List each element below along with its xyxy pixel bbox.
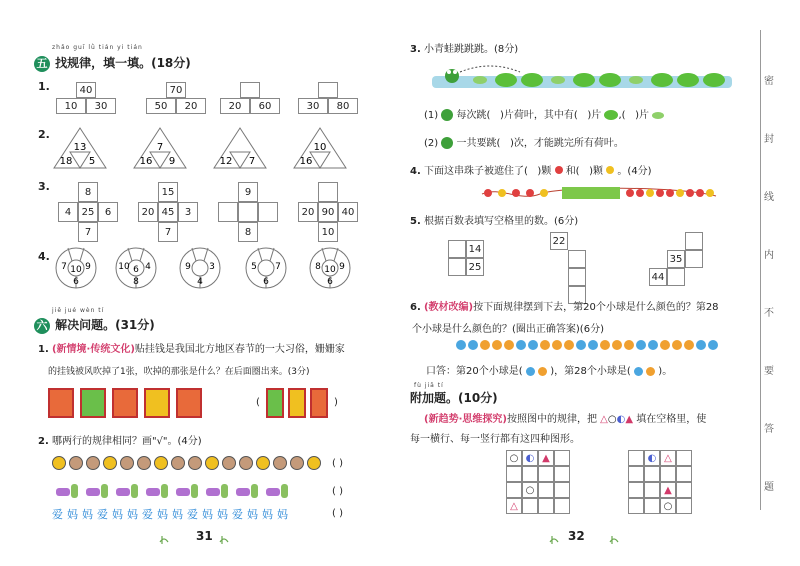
q4-l-number: 9 [185,262,191,272]
q3-bottom-cell: 8 [238,222,258,242]
p5-cell[interactable] [685,250,703,268]
cat-face-icon [205,456,219,470]
dog-face-icon [120,456,134,470]
p4-and: 和( [565,166,580,177]
p2-char: 妈 [172,508,183,521]
p2-char: 妈 [67,508,78,521]
bonus-line2: 每一横行、每一竖行都有这四种图形。 [410,434,580,445]
p3-l1-d: )片 [587,110,602,121]
p2-blank-2[interactable]: ( ) [332,486,343,497]
p5-cell[interactable] [448,258,466,276]
blue-ball-icon[interactable] [526,367,535,376]
bonus-grid-cell[interactable] [644,498,660,514]
bonus-grid-cell: ◐ [644,450,660,466]
p5-cell[interactable] [667,268,685,286]
p2-text [38,432,202,447]
dog-face-icon [137,456,151,470]
orange-ball [540,340,550,350]
section6-badge: 六 [34,318,50,334]
bonus-grid-cell: ○ [660,498,676,514]
p2-number: 2. [38,436,49,447]
small-leaf-icon [652,112,664,119]
orange-ball [480,340,490,350]
binding-margin-char: 答 [764,420,774,435]
bonus-grid-cell: ○ [522,482,538,498]
q4-b-number: 6 [327,277,333,287]
cat-face-icon [52,456,66,470]
bonus-grid-cell[interactable] [554,498,570,514]
cat-face-icon [154,456,168,470]
p5-cell: 44 [649,268,667,286]
bonus-title: 附加题。(10分) [410,391,498,405]
p3-l1-e: ,( [618,110,626,121]
p6-ans-a: 口答：第20个小球是( [426,366,523,377]
binding-margin-char: 题 [764,478,774,493]
p5-text [410,212,578,227]
p3-l1-c: )片荷叶，其中有( [500,110,578,121]
circle-icon: ○ [607,414,617,425]
small-leaf [551,76,565,84]
bonus-grid-cell[interactable] [554,466,570,482]
paper-cut-image [176,388,202,418]
q3-top-cell: 15 [158,182,178,202]
p4-text [410,162,652,177]
q3-center-cell: 25 [78,202,98,222]
blue-ball [516,340,526,350]
orange-ball-icon[interactable] [538,367,547,376]
p6-line1: 按下面规律摆到下去，第20个小球是什么颜色的？第28 [473,302,719,313]
q3-number: 3. [38,180,50,193]
bead [696,189,704,197]
p4-number: 4. [410,166,421,177]
dog-face-icon [171,456,185,470]
blue-ball [456,340,466,350]
q2-right-number: 9 [168,156,176,167]
p2-blank-3[interactable]: ( ) [332,508,343,519]
q1-number: 1. [38,80,50,93]
p3-number: 3. [410,44,421,55]
dog-face-icon [290,456,304,470]
orange-ball [600,340,610,350]
bead [636,189,644,197]
bonus-line1 [424,410,764,425]
q1-left-cell: 10 [56,98,86,114]
p1-number: 1. [38,344,49,355]
bead [666,189,674,197]
p2-char: 爱 [187,508,198,521]
q2-left-number: 16 [139,156,153,167]
q1-top-cell: 70 [166,82,186,98]
bonus-grid-cell[interactable] [522,498,538,514]
orange-ball [564,340,574,350]
p3-l2-b: 一共要跳( [456,138,501,149]
cylinder-lying-icon [116,488,130,496]
q4-b-number: 4 [197,277,203,287]
q3-bottom-cell: 7 [78,222,98,242]
q3-center-cell: 90 [318,202,338,222]
paper-cut-image [112,388,138,418]
p2-char: 妈 [277,508,288,521]
cat-face-icon [103,456,117,470]
q3-left-cell: 20 [138,202,158,222]
p2-char: 妈 [157,508,168,521]
bead [540,189,548,197]
bead [706,189,714,197]
large-leaf-icon [604,110,618,120]
bonus-grid-cell[interactable] [554,482,570,498]
section6-title: 解决问题。(31分) [55,318,155,332]
q3-bottom-cell: 10 [318,222,338,242]
cylinder-standing-icon [161,484,168,498]
p3-l1-b: 每次跳( [456,110,491,121]
blue-ball [636,340,646,350]
cylinder-lying-icon [56,488,70,496]
bead [646,189,654,197]
p2-char: 妈 [202,508,213,521]
orange-ball [552,340,562,350]
bonus-line1b: 填在空格里，使 [636,414,707,425]
cylinder-standing-icon [221,484,228,498]
q4-l-number: 7 [61,262,67,272]
q2-number: 2. [38,128,50,141]
cylinder-standing-icon [191,484,198,498]
q4-c-number: 10 [70,265,82,275]
q4-b-number: 8 [133,277,139,287]
bonus-grid-cell[interactable] [628,498,644,514]
p6-tag: (教材改编) [423,302,474,313]
q2-left-number: 16 [299,156,313,167]
q4-l-number: 10 [118,262,130,272]
left-page-number: 31 [196,529,213,543]
paper-cut-image[interactable] [288,388,306,418]
triangle-icon: △ [600,414,608,425]
section5-title: 找规律，填一填。(18分) [55,56,191,70]
q2-left-number: 12 [219,156,233,167]
binding-margin-char: 线 [764,188,774,203]
paper-cut-image[interactable] [266,388,284,418]
q3-left-cell: 20 [298,202,318,222]
dog-face-icon [222,456,236,470]
q4-r-number: 9 [85,262,91,272]
bead [656,189,664,197]
q4-ring [258,260,274,276]
orange-ball [612,340,622,350]
bonus-grid-cell[interactable] [538,498,554,514]
p1-paren-open: ( [256,397,260,408]
blue-ball [708,340,718,350]
triangle-shaded-icon: ▲ [625,414,634,425]
yellow-bead-icon [606,166,614,174]
p2-char: 妈 [262,508,273,521]
cylinder-standing-icon [101,484,108,498]
q4-l-number: 8 [315,262,321,272]
p3-l2-c: )次，才能跳完所有荷叶。 [510,138,624,149]
p1-tag: (新情境·传统文化) [51,344,135,355]
p3-text [410,40,518,55]
p5-cell[interactable] [685,232,703,250]
section5-badge: 五 [34,56,50,72]
cylinder-lying-icon [236,488,250,496]
dog-face-icon [69,456,83,470]
section5-pinyin: zhǎo guī lǜ tián yi tián [52,44,143,51]
p6-ans-c: )。 [658,366,673,377]
q3-right-cell: 40 [338,202,358,222]
bonus-grid-cell[interactable] [538,466,554,482]
small-leaf [629,76,643,84]
blue-ball [648,340,658,350]
binding-margin-char: 密 [764,72,774,87]
frog-icon [441,137,453,149]
bonus-tag: (新趋势·思维探究) [424,414,507,425]
q4-c-number: 10 [324,265,336,275]
cylinder-standing-icon [281,484,288,498]
p2-char: 爱 [232,508,243,521]
cylinder-standing-icon [71,484,78,498]
q1-right-cell: 30 [86,98,116,114]
q1-left-cell: 50 [146,98,176,114]
p1-text [38,340,378,355]
cover-box [562,187,620,199]
large-leaf [599,73,621,87]
bonus-grid-cell: △ [506,498,522,514]
p3-line1 [424,106,754,121]
q4-r-number: 3 [209,262,215,272]
bonus-grid-cell: ◐ [522,450,538,466]
dog-face-icon [239,456,253,470]
blue-ball [468,340,478,350]
p3-l2-label: (2) [424,138,439,149]
p2-char: 妈 [127,508,138,521]
p3-line2 [424,134,624,149]
bonus-grid-cell[interactable] [676,450,692,466]
bonus-grid-cell[interactable] [676,466,692,482]
p2-char: 妈 [82,508,93,521]
p1-line1: 贴挂钱是我国北方地区春节的一大习俗，姗姗家 [134,344,345,355]
q4-r-number: 9 [339,262,345,272]
q3-top-cell: 8 [78,182,98,202]
bonus-grid-cell[interactable] [538,482,554,498]
q4-r-number: 7 [275,262,281,272]
large-leaf [495,73,517,87]
p5-cell: 22 [550,232,568,250]
dog-face-icon [188,456,202,470]
paper-cut-image [48,388,74,418]
p5-cell: 35 [667,250,685,268]
p6-text [410,298,760,313]
p5-number: 5. [410,216,421,227]
dog-face-icon [86,456,100,470]
bonus-grid-cell: △ [660,450,676,466]
q1-right-cell: 20 [176,98,206,114]
q2-mid-number: 10 [313,142,327,153]
left-footer-sprouts [150,528,240,548]
paper-cut-image [80,388,106,418]
p6-answer [426,362,672,377]
p4-mid: )颗 [537,166,552,177]
section6-header [34,314,155,334]
bonus-grid-cell[interactable] [628,450,644,466]
q1-top-cell: 40 [76,82,96,98]
bonus-line1a: 按照图中的规律，把 [506,414,597,425]
cat-face-icon [307,456,321,470]
paper-cut-image[interactable] [310,388,328,418]
bonus-grid-cell[interactable] [676,498,692,514]
p1-paren-close: ) [334,397,338,408]
section6-pinyin: jiě jué wèn tí [52,307,105,314]
p5-cell[interactable] [448,240,466,258]
q4-number: 4. [38,250,50,263]
binding-margin-char: 内 [764,246,774,261]
q4-r-number: 4 [145,262,151,272]
orange-ball [504,340,514,350]
p2-char: 妈 [247,508,258,521]
small-leaf [473,76,487,84]
cylinder-lying-icon [146,488,160,496]
dog-face-icon [273,456,287,470]
q3-right-cell: 3 [178,202,198,222]
large-leaf [677,73,699,87]
frog-icon [445,69,459,83]
p4-score: 。(4分) [617,166,652,177]
p5-cell: 25 [466,258,484,276]
bonus-grid-cell: ▲ [660,482,676,498]
cylinder-lying-icon [86,488,100,496]
large-leaf [521,73,543,87]
right-page-number: 32 [568,529,585,543]
p5-cell[interactable] [568,250,586,268]
cylinder-standing-icon [131,484,138,498]
bonus-grid-cell[interactable] [660,466,676,482]
orange-ball [624,340,634,350]
q2-mid-number: 13 [73,142,87,153]
q4-b-number: 6 [263,277,269,287]
q2-right-number: 5 [88,156,96,167]
q2-mid-number: 7 [156,142,164,153]
q2-right-number: 7 [248,156,256,167]
blue-ball [696,340,706,350]
p4-bead-string [480,182,720,204]
binding-margin-char: 不 [764,304,774,319]
blue-ball [528,340,538,350]
binding-margin-char: 要 [764,362,774,377]
p2-question: 哪两行的规律相同？画"√"。(4分) [51,436,202,447]
bonus-grid-cell[interactable] [628,482,644,498]
bonus-grid-cell[interactable] [644,466,660,482]
q1-right-cell: 80 [328,98,358,114]
q4-c-number: 6 [133,265,139,275]
orange-ball-icon[interactable] [646,367,655,376]
q1-right-cell: 60 [250,98,280,114]
q3-right-cell: 6 [98,202,118,222]
bonus-grid-cell: ▲ [538,450,554,466]
p1-line2: 的挂钱被风吹掉了1张，吹掉的那张是什么？在后面圈出来。(3分) [48,367,310,377]
p6-line2: 个小球是什么颜色的？(圈出正确答案)(6分) [412,324,604,335]
p2-char: 妈 [217,508,228,521]
cylinder-standing-icon [251,484,258,498]
bonus-grid-cell[interactable] [554,450,570,466]
half-circle-icon: ◐ [616,414,626,425]
bead [498,189,506,197]
bead [686,189,694,197]
p3-l1-label: (1) [424,110,439,121]
bead [626,189,634,197]
q4-b-number: 6 [73,277,79,287]
q4-ring [192,260,208,276]
p4-end: )颗 [589,166,604,177]
blue-ball [576,340,586,350]
p2-char: 妈 [112,508,123,521]
bead [512,189,520,197]
p5-cell[interactable] [568,268,586,286]
frog-icon [441,109,453,121]
bonus-grid-cell[interactable] [676,482,692,498]
p3-lily-pads [430,58,740,94]
bonus-grid-cell[interactable] [522,466,538,482]
orange-ball [660,340,670,350]
bonus-grid-cell: ○ [506,450,522,466]
red-bead-icon [555,166,563,174]
p2-char: 爱 [97,508,108,521]
bead [484,189,492,197]
p3-l1-f: )片 [635,110,649,121]
q3-top-cell: 9 [238,182,258,202]
q4-l-number: 5 [251,262,257,272]
bonus-grid-cell[interactable] [506,466,522,482]
bonus-grid-cell[interactable] [644,482,660,498]
cat-face-icon [256,456,270,470]
q3-left-cell: 4 [58,202,78,222]
cylinder-lying-icon [266,488,280,496]
p5-question: 根据百数表填写空格里的数。(6分) [423,216,579,227]
p6-number: 6. [410,302,421,313]
p3-question: 小青蛙跳跳跳。(8分) [423,44,519,55]
q1-left-cell: 30 [298,98,328,114]
p6-ans-b: )，第28个小球是( [550,366,631,377]
cylinder-lying-icon [176,488,190,496]
large-leaf [573,73,595,87]
p4-question: 下面这串珠子被遮住了( [423,166,528,177]
right-page [400,0,800,566]
cylinder-lying-icon [206,488,220,496]
large-leaf [651,73,673,87]
q1-left-cell: 20 [220,98,250,114]
orange-ball [672,340,682,350]
orange-ball [684,340,694,350]
bonus-grid-cell[interactable] [628,466,644,482]
p2-char: 爱 [142,508,153,521]
p2-blank-1[interactable]: ( ) [332,458,343,469]
bead [526,189,534,197]
blue-ball-icon[interactable] [634,367,643,376]
orange-ball [492,340,502,350]
paper-cut-image [144,388,170,418]
bead [676,189,684,197]
bonus-grid-cell[interactable] [506,482,522,498]
binding-margin-char: 封 [764,130,774,145]
right-footer-sprouts [540,528,630,548]
blue-ball [588,340,598,350]
q3-bottom-cell: 7 [158,222,178,242]
p5-cell: 14 [466,240,484,258]
q3-center-cell: 45 [158,202,178,222]
bonus-pinyin: fù jiā tí [414,382,444,389]
binding-line [760,30,761,510]
q2-left-number: 18 [59,156,73,167]
p2-char: 爱 [52,508,63,521]
large-leaf [703,73,725,87]
